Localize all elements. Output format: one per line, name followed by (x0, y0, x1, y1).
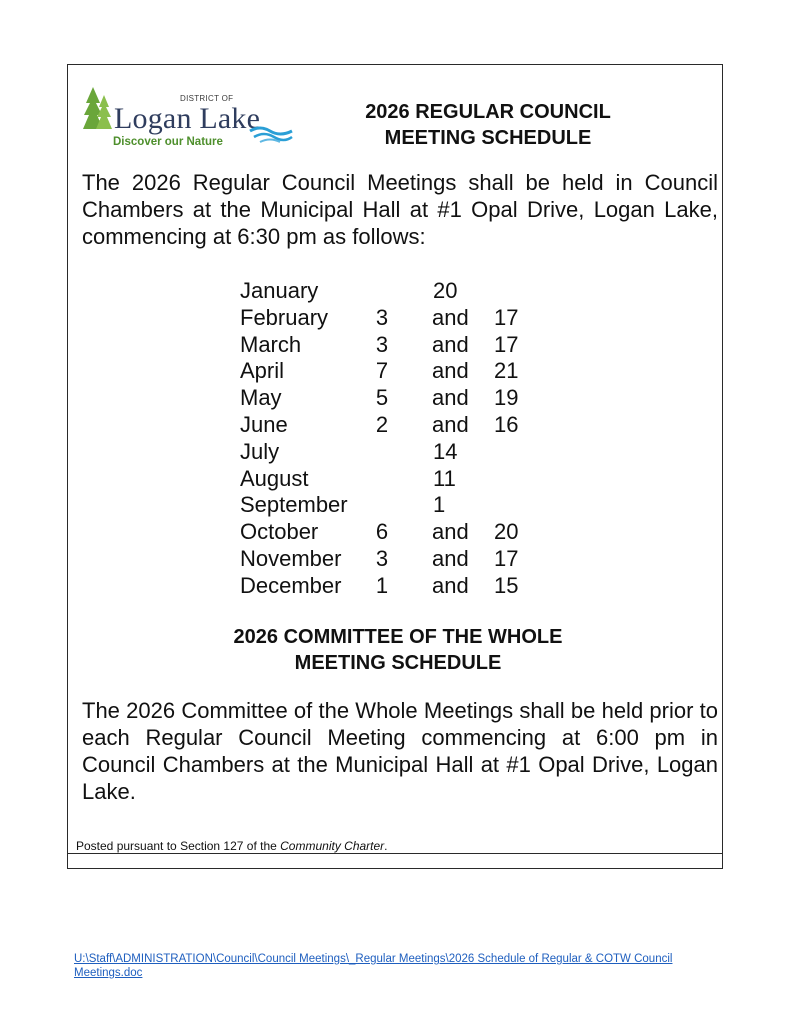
cotw-title-line-1: 2026 COMMITTEE OF THE WHOLE (233, 626, 563, 648)
cotw-paragraph: The 2026 Committee of the Whole Meetings shall be held prior to each Regular Council Meeting commencing at 6:00 pm in Council Chambers at the Municipal Hall at #1 Opal Drive, Logan Lake. (82, 698, 718, 804)
second-date: 17 (494, 545, 519, 571)
and-word: and (432, 358, 469, 384)
second-date: 19 (494, 385, 519, 411)
single-date: 14 (433, 438, 458, 464)
and-word: and (432, 304, 469, 330)
logo-tagline: Discover our Nature (113, 136, 223, 148)
month-label: January (240, 278, 319, 303)
month-label: April (240, 358, 285, 384)
month-label: October (240, 519, 319, 545)
file-path-link[interactable]: U:\Staff\ADMINISTRATION\Council\Council Meetings\_Regular Meetings\2026 Schedule of Regular & COTW Council Meetings.doc (74, 953, 673, 979)
posted-suffix: . (384, 839, 388, 853)
and-word: and (432, 331, 469, 357)
month-label: December (240, 572, 342, 598)
month-label: June (240, 411, 288, 437)
community-charter-text: Community Charter (280, 839, 385, 853)
second-date: 15 (494, 572, 519, 598)
single-date: 11 (433, 465, 456, 491)
and-word: and (432, 519, 469, 545)
second-date: 16 (494, 411, 519, 437)
regular-council-title (323, 99, 653, 151)
second-date: 20 (494, 519, 519, 545)
month-label: November (240, 545, 342, 571)
first-date: 3 (375, 331, 389, 357)
and-word: and (432, 572, 469, 598)
posted-notice (76, 839, 388, 853)
single-date: 20 (433, 278, 458, 303)
intro-paragraph: The 2026 Regular Council Meetings shall be held in Council Chambers at the Municipal Hall at #1 Opal Drive, Logan Lake, commencing at 6:30 pm as follows: (82, 170, 718, 249)
posted-prefix: Posted pursuant to Section 127 of the (76, 839, 281, 853)
first-date: 7 (375, 358, 389, 384)
and-word: and (432, 545, 469, 571)
first-date: 2 (375, 411, 389, 437)
logo-name-text: Logan Lake (114, 102, 261, 135)
second-date: 21 (494, 358, 519, 384)
month-label: August (240, 465, 309, 491)
month-label: July (240, 438, 280, 464)
month-label: March (240, 331, 302, 357)
title-line-2: MEETING SCHEDULE (384, 127, 592, 149)
cotw-title (168, 624, 628, 676)
second-date: 17 (494, 331, 519, 357)
and-word: and (432, 411, 469, 437)
first-date: 5 (375, 385, 389, 411)
month-label: February (240, 304, 329, 330)
water-icon (248, 125, 294, 145)
single-date: 1 (433, 492, 446, 518)
second-date: 17 (494, 304, 519, 330)
logo-district-text: DISTRICT OF (180, 94, 234, 103)
cotw-title-line-2: MEETING SCHEDULE (294, 652, 502, 674)
title-line-1: 2026 REGULAR COUNCIL (365, 101, 611, 123)
district-logo (83, 85, 293, 155)
month-label: September (240, 492, 348, 518)
month-label: May (240, 385, 282, 411)
first-date: 1 (375, 572, 389, 598)
first-date: 3 (375, 545, 389, 571)
first-date: 6 (375, 519, 389, 545)
first-date: 3 (375, 304, 389, 330)
divider (68, 853, 722, 854)
trees-icon (83, 85, 113, 133)
document-frame (67, 64, 723, 869)
and-word: and (432, 385, 469, 411)
